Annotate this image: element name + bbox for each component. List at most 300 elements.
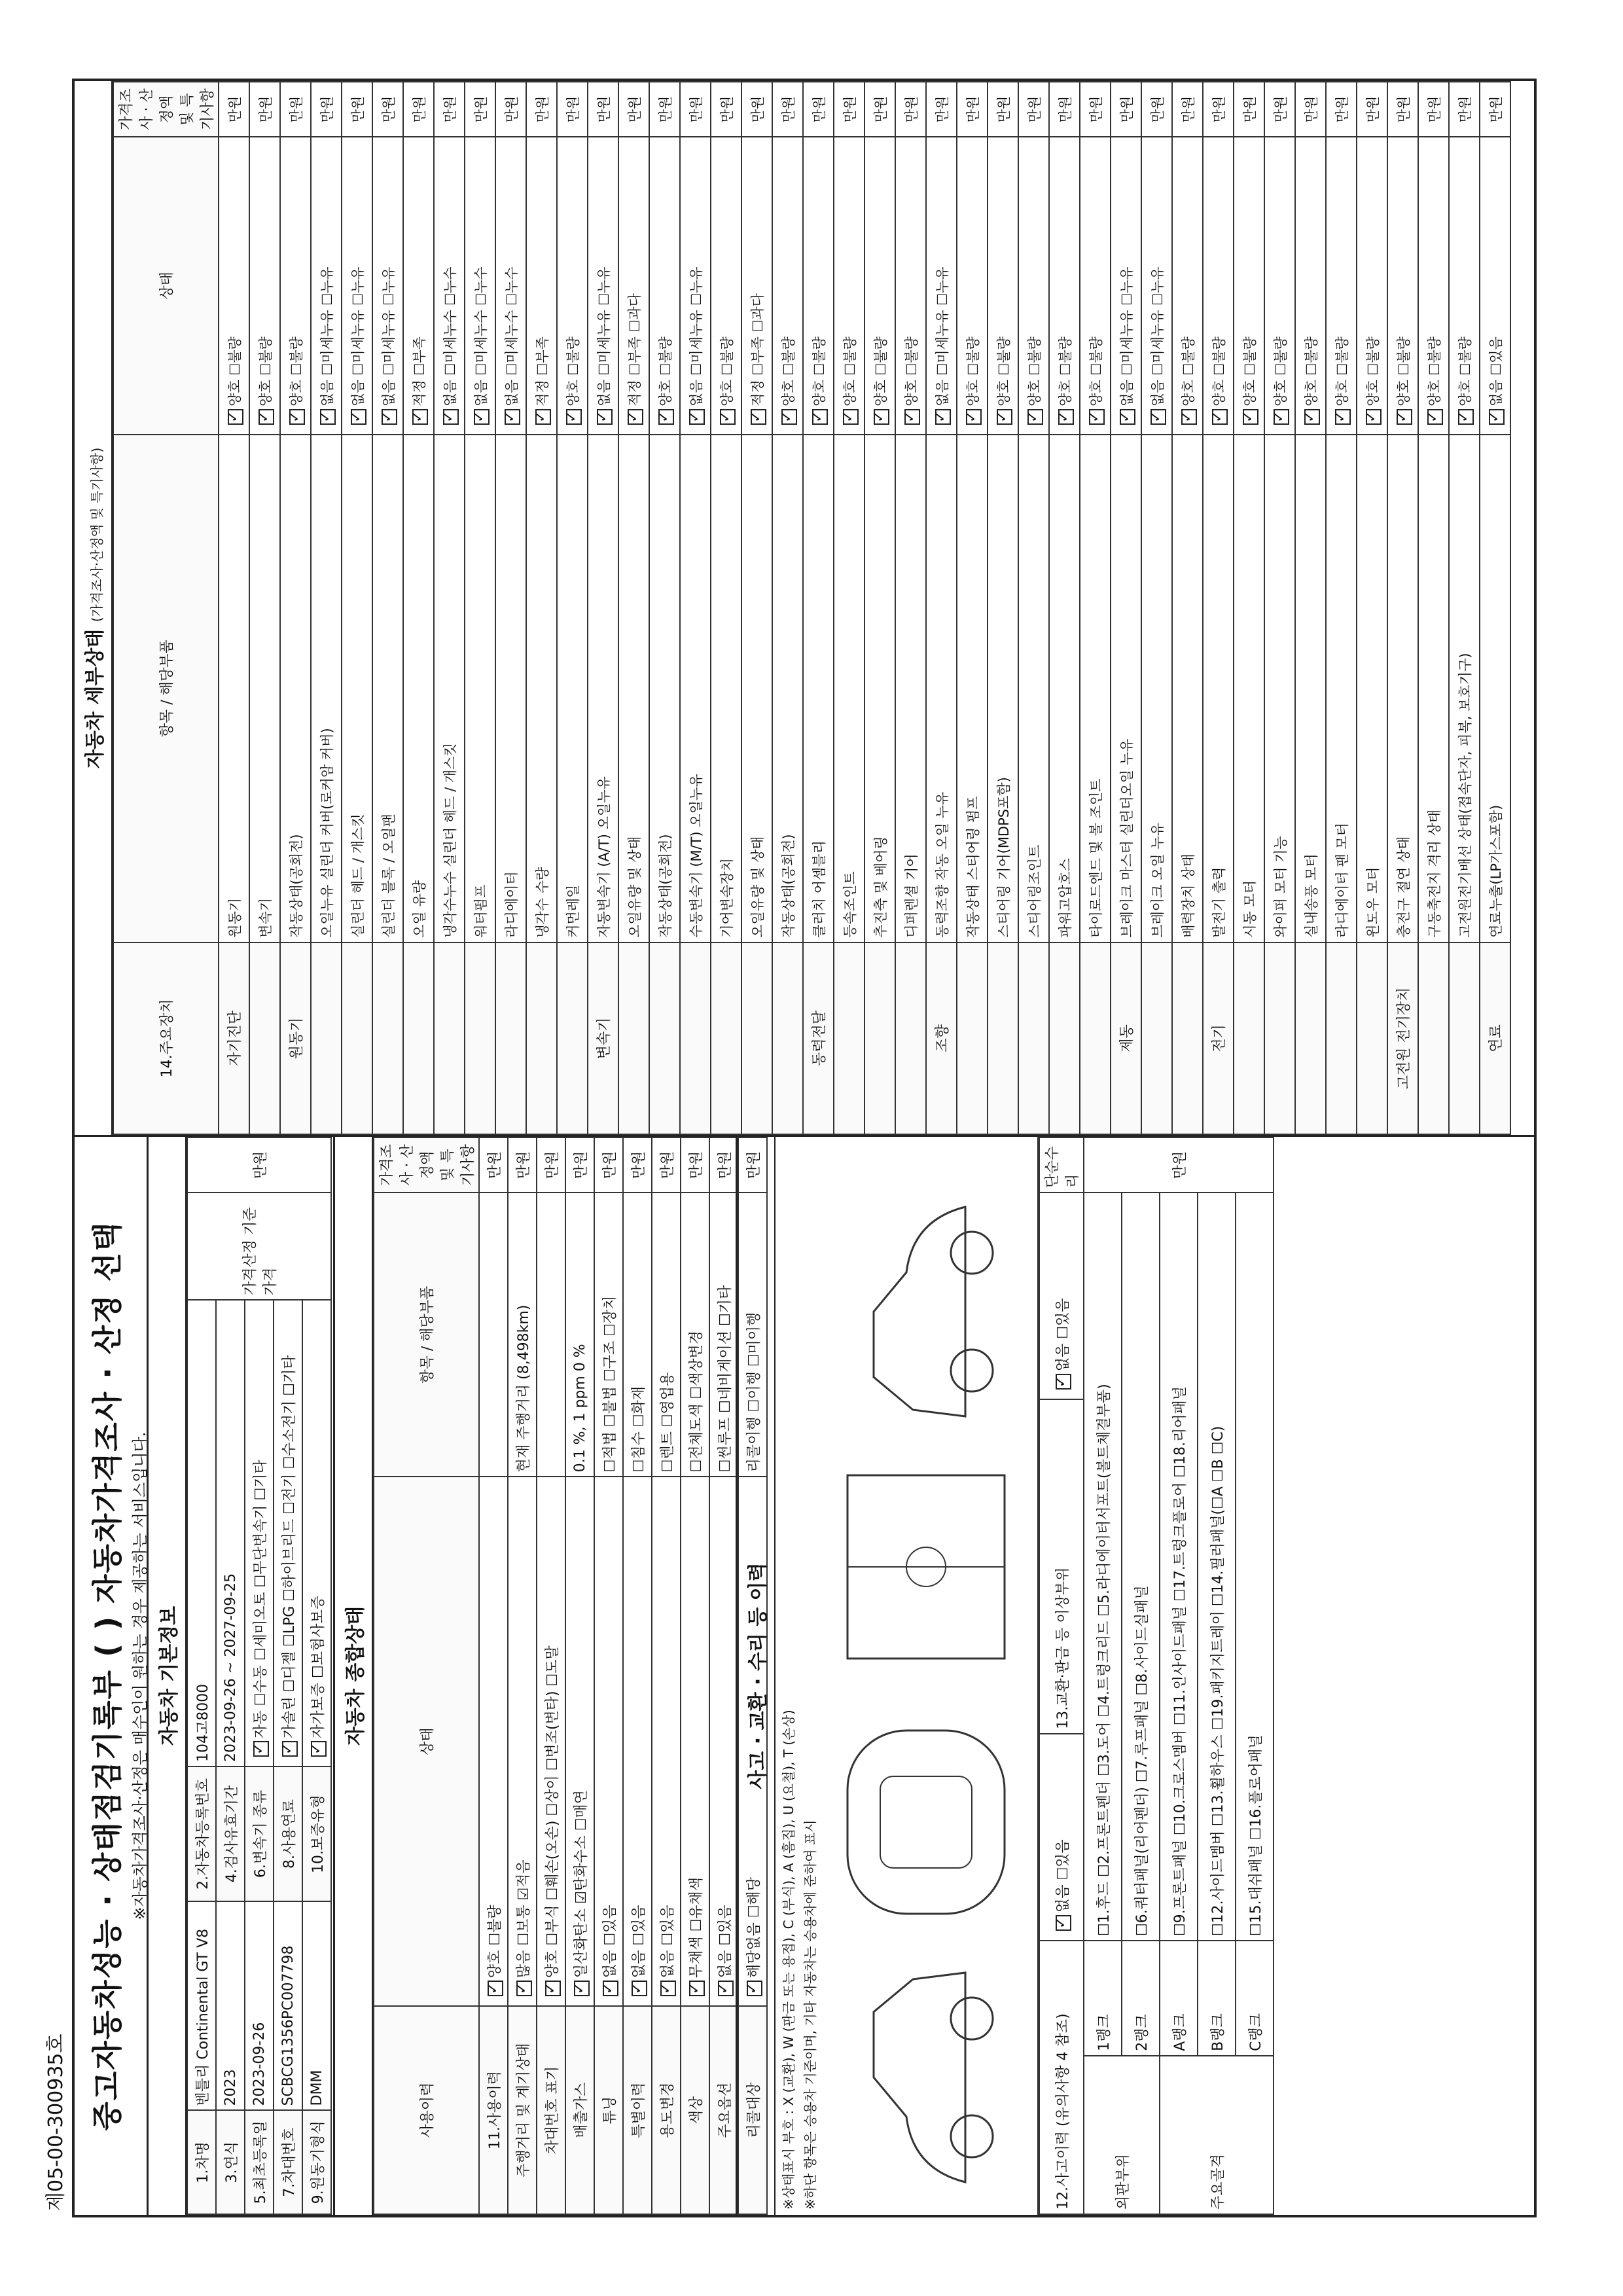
checkbox[interactable] — [966, 409, 982, 425]
detail-state — [588, 137, 618, 435]
checkbox[interactable] — [311, 1741, 327, 1757]
detail-unit: 만원 — [1080, 82, 1111, 137]
car-left-side-diagram — [834, 1960, 1018, 2195]
detail-state — [1264, 137, 1295, 435]
checkbox[interactable] — [720, 409, 736, 425]
detail-item-name: 워터펌프 — [473, 884, 489, 938]
detail-state-text: 없음 ☐미세누수 ☐누수 — [442, 266, 458, 406]
checkbox[interactable] — [603, 1981, 618, 1996]
basic-info-title: 자동차 기본정보 — [149, 1137, 187, 2215]
overall-unit: 만원 — [565, 1138, 594, 1193]
checkbox[interactable] — [253, 1741, 269, 1757]
basic-value: SCBCG1356PC007798 — [274, 1901, 302, 2110]
detail-group — [434, 942, 465, 1134]
detail-state — [1449, 137, 1480, 435]
detail-row — [803, 82, 834, 1134]
detail-group — [495, 942, 526, 1134]
detail-state-text: 양호 ☐불량 — [257, 336, 274, 406]
overall-unit: 만원 — [537, 1138, 565, 1193]
detail-item-name: 윈도우 모터 — [1364, 867, 1381, 938]
basic-info-table — [187, 1137, 332, 2215]
detail-item — [1203, 435, 1234, 942]
overall-state-text: 많음 ☐보통 ☑적음 — [515, 1859, 532, 1979]
overall-unit: 만원 — [594, 1138, 623, 1193]
basic-label: 1.차명 — [187, 2111, 216, 2215]
basic-label: 2.자동차등록번호 — [187, 1767, 216, 1901]
repair-label: 13.교환·판금 등 이상부위 — [1039, 1399, 1084, 1734]
detail-group — [741, 942, 772, 1134]
detail-row — [1234, 82, 1264, 1134]
detail-row — [342, 82, 372, 1134]
rank1-label: 1랭크 — [1084, 1941, 1122, 2056]
detail-row — [1172, 82, 1203, 1134]
detail-group — [557, 942, 588, 1134]
detail-item-name: 연료누출(LP가스포함) — [1488, 804, 1504, 938]
detail-group: 변속기 — [588, 942, 618, 1134]
detail-group — [1172, 942, 1203, 1134]
detail-item — [772, 435, 803, 942]
rank1-items: ☐1.후드 ☐2.프론트펜더 ☐3.도어 ☐4.트렁크리드 ☐5.라디에이터서포트(볼트체결부품) — [1084, 1193, 1122, 1941]
detail-unit: 만원 — [803, 82, 834, 137]
overall-state-text: 양호 ☐부식 ☐훼손(오손) ☐상이 ☐변조(변타) ☐도말 — [544, 1645, 561, 1979]
detail-row — [403, 82, 434, 1134]
detail-item-name: 브레이크 오일 누유 — [1149, 823, 1166, 938]
checkbox[interactable] — [597, 409, 613, 425]
rankC-items: ☐15.대쉬패널 ☐16.플로어패널 — [1236, 1193, 1274, 1941]
detail-item-name: 추진축 및 베어링 — [872, 836, 889, 938]
detail-state — [557, 137, 588, 435]
checkbox[interactable] — [904, 409, 920, 425]
detail-unit: 만원 — [1049, 82, 1080, 137]
checkbox[interactable] — [689, 409, 705, 425]
basic-label: 4.검사유효기간 — [216, 1767, 245, 1901]
detail-state-text: 양호 ☐불량 — [657, 336, 673, 406]
detail-item-name: 고전원전기배선 상태(접속단자, 피복, 보호기구) — [1457, 653, 1473, 938]
checkbox[interactable] — [935, 409, 951, 425]
accident-note-2: ※하단 항목은 승용차 기준이며, 기타 자동차는 승용차에 준하여 표시 — [802, 1820, 818, 2210]
detail-row — [1141, 82, 1172, 1134]
checkbox[interactable] — [1150, 409, 1166, 425]
detail-unit: 만원 — [219, 82, 249, 137]
detail-unit: 만원 — [1018, 82, 1049, 137]
detail-state-text: 양호 ☐불량 — [780, 336, 796, 406]
detail-unit: 만원 — [1480, 82, 1510, 137]
detail-state-text: 없음 ☐미세누수 ☐누수 — [503, 266, 520, 406]
accident-note-1: ※상태표시 부호 : X (교환), W (판금 또는 용접), C (부식), A (흠집), U (요철), T (손상) — [781, 1710, 796, 2210]
detail-item — [1326, 435, 1357, 942]
checkbox[interactable] — [574, 1981, 590, 1996]
checkbox[interactable] — [320, 409, 336, 425]
detail-state — [1418, 137, 1449, 435]
detail-item-name: 브레이크 마스터 실린더오일 누유 — [1118, 738, 1135, 938]
checkbox[interactable] — [1304, 409, 1320, 425]
detail-subgroup: 수동변속기 (M/T) — [688, 831, 704, 938]
overall-state-text: 없음 ☐있음 — [601, 1905, 618, 1979]
car-right-side-diagram — [834, 1194, 1018, 1429]
detail-group — [1418, 942, 1449, 1134]
checkbox[interactable] — [1335, 409, 1351, 425]
checkbox[interactable] — [1427, 409, 1443, 425]
detail-state — [711, 137, 741, 435]
overall-title: 자동차 종합상태 — [335, 1137, 373, 2215]
detail-state-text: 양호 ☐불량 — [1241, 336, 1258, 406]
detail-group — [711, 942, 741, 1134]
detail-group — [1264, 942, 1295, 1134]
overall-detail: ☐렌트 ☐영업용 — [652, 1193, 681, 1477]
detail-item-name: 냉각수 수량 — [534, 867, 550, 938]
detail-row — [249, 82, 280, 1134]
checkbox[interactable] — [1058, 409, 1074, 425]
checkbox[interactable] — [781, 409, 797, 425]
detail-item — [1449, 435, 1480, 942]
checkbox[interactable] — [443, 409, 459, 425]
detail-state — [280, 137, 311, 435]
detail-state-text: 없음 ☐미세누유 ☐누유 — [1149, 266, 1166, 406]
detail-state-text: 양호 ☐불량 — [226, 336, 243, 406]
detail-state — [1357, 137, 1387, 435]
detail-row — [495, 82, 526, 1134]
overall-label: 주행거리 및 계기상태 — [508, 2006, 537, 2214]
rank2-items: ☐6.쿼터패널(리어펜더) ☐7.루프패널 ☐8.사이드실패널 — [1122, 1193, 1160, 1941]
document-frame — [45, 79, 1537, 2217]
checkbox[interactable] — [628, 409, 643, 425]
overall-label: 특별이력 — [623, 2006, 652, 2214]
checkbox[interactable] — [516, 1981, 532, 1996]
overall-detail: ☐썬루프 ☐네비게이션 ☐기타 — [709, 1193, 738, 1477]
detail-unit: 만원 — [988, 82, 1018, 137]
checkbox[interactable] — [1458, 409, 1474, 425]
detail-header-cell: 상태 — [113, 137, 219, 435]
checkbox[interactable] — [689, 1981, 705, 1996]
detail-state-text: 양호 ☐불량 — [1026, 336, 1043, 406]
checkbox[interactable] — [997, 409, 1012, 425]
overall-state — [709, 1477, 738, 2006]
accident-history-label: 12.사고이력 (유의사항 4 참조) — [1039, 1941, 1084, 2214]
detail-unit: 만원 — [618, 82, 649, 137]
detail-item-name: 오일유량 및 상태 — [626, 836, 643, 938]
overall-state-text: 없음 ☐있음 — [659, 1905, 676, 1979]
detail-item — [249, 435, 280, 942]
detail-item — [895, 435, 926, 942]
checkbox[interactable] — [535, 409, 551, 425]
overall-state-text: 없음 ☐있음 — [717, 1905, 734, 1979]
detail-unit: 만원 — [834, 82, 865, 137]
accident-unit: 만원 — [1084, 1138, 1274, 1193]
detail-item — [1480, 435, 1510, 942]
detail-item — [1234, 435, 1264, 942]
detail-item-name: 배력장치 상태 — [1180, 853, 1196, 938]
detail-state-text: 양호 ☐불량 — [565, 336, 581, 406]
detail-row — [680, 82, 711, 1134]
detail-subgroup: 작동상태 — [965, 884, 981, 938]
checkbox[interactable] — [718, 1981, 734, 1996]
overall-state — [623, 1477, 652, 2006]
detail-item-name: 스티어링 기어(MDPS포함) — [995, 777, 1012, 938]
detail-group: 동력전달 — [803, 942, 834, 1134]
car-top-view-diagram — [834, 1704, 1018, 1940]
detail-state — [649, 137, 680, 435]
checkbox[interactable] — [658, 409, 674, 425]
detail-row — [526, 82, 557, 1134]
overall-detail: 리콜이행 ☐이행 ☐미이행 — [738, 1193, 767, 1477]
detail-item-name: 실내송풍 모터 — [1303, 853, 1319, 938]
detail-unit: 만원 — [895, 82, 926, 137]
checkbox[interactable] — [843, 409, 859, 425]
overall-label: 차대번호 표기 — [537, 2006, 565, 2214]
overall-label: 11.사용이력 — [479, 2006, 508, 2214]
detail-state — [1172, 137, 1203, 435]
detail-item — [1018, 435, 1049, 942]
detail-group — [1049, 942, 1080, 1134]
checkbox[interactable] — [545, 1981, 561, 1996]
detail-item — [219, 435, 249, 942]
checkbox[interactable] — [660, 1981, 676, 1996]
detail-unit: 만원 — [372, 82, 403, 137]
detail-state-text: 양호 ☐불량 — [842, 336, 858, 406]
rankA-label: A랭크 — [1160, 1941, 1198, 2056]
detail-item-name: 동력조향 작동 오일 누유 — [934, 791, 950, 938]
basic-unit: 만원 — [187, 1138, 331, 1193]
overall-header-cell: 항목 / 해당부품 — [374, 1193, 479, 1477]
detail-state-text: 양호 ☐불량 — [965, 336, 981, 406]
detail-unit: 만원 — [1141, 82, 1172, 137]
checkbox[interactable] — [1397, 409, 1412, 425]
checkbox[interactable] — [1181, 409, 1197, 425]
checkbox[interactable] — [259, 409, 274, 425]
detail-group — [680, 942, 711, 1134]
overall-unit: 만원 — [709, 1138, 738, 1193]
detail-row — [588, 82, 618, 1134]
checkbox[interactable] — [751, 409, 766, 425]
detail-item-name: 충전구 절연 상태 — [1395, 836, 1412, 938]
detail-item — [834, 435, 865, 942]
detail-item — [618, 435, 649, 942]
accident-section — [736, 1137, 1274, 2215]
detail-item-name: 발전기 출력 — [1211, 867, 1227, 938]
detail-row — [1326, 82, 1357, 1134]
checkbox[interactable] — [812, 409, 828, 425]
detail-state — [372, 137, 403, 435]
basic-value — [245, 1300, 274, 1767]
checkbox[interactable] — [1489, 409, 1505, 425]
detail-state-text: 양호 ☐불량 — [811, 336, 827, 406]
overall-label: 튜닝 — [594, 2006, 623, 2214]
checkbox[interactable] — [351, 409, 366, 425]
detail-item — [649, 435, 680, 942]
detail-item — [588, 435, 618, 942]
document-header — [75, 1137, 147, 2215]
detail-unit: 만원 — [1357, 82, 1387, 137]
basic-value — [274, 1300, 302, 1767]
overall-row — [652, 1138, 681, 2214]
overall-section — [333, 1137, 768, 2215]
checkbox[interactable] — [1056, 1915, 1071, 1931]
checkbox[interactable] — [1089, 409, 1105, 425]
overall-state — [681, 1477, 709, 2006]
detail-unit: 만원 — [434, 82, 465, 137]
checkbox[interactable] — [1212, 409, 1228, 425]
checkbox[interactable] — [382, 409, 397, 425]
overall-header-cell: 상태 — [374, 1477, 479, 2006]
detail-item-name: 오일누유 — [596, 776, 612, 830]
checkbox[interactable] — [1366, 409, 1382, 425]
detail-unit: 만원 — [1111, 82, 1141, 137]
detail-item-name: 등속조인트 — [842, 871, 858, 938]
detail-row — [280, 82, 311, 1134]
checkbox[interactable] — [505, 409, 520, 425]
overall-state-text: 해당없음 ☐해당 — [745, 1876, 762, 1979]
detail-item — [1172, 435, 1203, 942]
detail-state-text: 없음 ☐미세누유 ☐누유 — [319, 266, 335, 406]
detail-item — [957, 435, 988, 942]
checkbox[interactable] — [1027, 409, 1043, 425]
detail-subgroup: 오일누유 — [319, 884, 335, 938]
detail-row — [711, 82, 741, 1134]
overall-state — [652, 1477, 681, 2006]
basic-value: 벤틀리 Continental GT V8 — [187, 1901, 216, 2110]
overall-label: 주요옵션 — [709, 2006, 738, 2214]
detail-row — [957, 82, 988, 1134]
checkbox[interactable] — [566, 409, 582, 425]
overall-detail — [537, 1193, 565, 1477]
detail-group: 자기진단 — [219, 942, 249, 1134]
detail-unit: 만원 — [711, 82, 741, 137]
checkbox[interactable] — [282, 1741, 298, 1757]
detail-state — [865, 137, 895, 435]
checkbox[interactable] — [632, 1981, 647, 1996]
checkbox[interactable] — [1274, 409, 1289, 425]
detail-state — [1141, 137, 1172, 435]
checkbox[interactable] — [289, 409, 305, 425]
detail-item-name: 변속기 — [257, 897, 274, 938]
checkbox[interactable] — [1120, 409, 1135, 425]
overall-state-text: 일산화탄소 ☑탄화수소 ☐매연 — [573, 1789, 590, 1979]
detail-unit: 만원 — [741, 82, 772, 137]
detail-state — [772, 137, 803, 435]
detail-state — [1326, 137, 1357, 435]
left-column — [45, 1135, 1534, 2215]
detail-unit: 만원 — [1295, 82, 1326, 137]
basic-label: 10.보증유형 — [302, 1767, 331, 1901]
detail-row — [895, 82, 926, 1134]
overall-row — [508, 1138, 537, 2214]
detail-group — [895, 942, 926, 1134]
detail-group — [249, 942, 280, 1134]
overall-state-text: 무채색 ☐유채색 — [688, 1876, 705, 1979]
detail-group — [372, 942, 403, 1134]
detail-item — [465, 435, 495, 942]
detail-item — [1295, 435, 1326, 942]
detail-state-text: 없음 ☐미세누유 ☐누유 — [934, 266, 950, 406]
overall-table — [373, 1137, 768, 2215]
detail-item-name: 오일 유량 — [411, 880, 427, 938]
detail-group — [1357, 942, 1387, 1134]
detail-state-text: 적정 ☐부족 — [534, 336, 550, 406]
detail-group — [1141, 942, 1172, 1134]
detail-section — [75, 81, 1511, 1135]
checkbox[interactable] — [228, 409, 243, 425]
detail-state-text: 양호 ☐불량 — [995, 336, 1012, 406]
detail-item-name: 실린더 헤드 / 개스킷 — [442, 743, 458, 867]
detail-item-name: 작동상태(공회전) — [657, 834, 673, 938]
checkbox[interactable] — [474, 409, 490, 425]
checkbox[interactable] — [1243, 409, 1258, 425]
rankB-items: ☐12.사이드멤버 ☐13.휠하우스 ☐19.패키지트레이 ☐14.필러패널(☐A ☐B ☐C) — [1198, 1193, 1236, 1941]
overall-unit: 만원 — [652, 1138, 681, 1193]
detail-item — [803, 435, 834, 942]
detail-state — [342, 137, 372, 435]
detail-unit: 만원 — [403, 82, 434, 137]
detail-unit: 만원 — [1387, 82, 1418, 137]
basic-value-text: 자가보증 ☐보험사보증 — [310, 1595, 327, 1738]
detail-item — [280, 435, 311, 942]
detail-item — [1264, 435, 1295, 942]
detail-state — [526, 137, 557, 435]
detail-unit: 만원 — [926, 82, 957, 137]
detail-row — [741, 82, 772, 1134]
detail-subgroup: 냉각수누수 — [442, 871, 458, 938]
detail-group — [1295, 942, 1326, 1134]
detail-group: 고전원 전기장치 — [1387, 942, 1418, 1134]
detail-item — [1418, 435, 1449, 942]
checkbox[interactable] — [1056, 1374, 1071, 1390]
detail-state — [926, 137, 957, 435]
detail-row — [219, 82, 249, 1134]
overall-state — [479, 1477, 508, 2006]
basic-label: 6.변속기 종류 — [245, 1767, 274, 1901]
detail-state-text: 적정 ☐부족 ☐과다 — [749, 293, 766, 406]
detail-row — [1480, 82, 1510, 1134]
rankB-label: B랭크 — [1198, 1941, 1236, 2056]
basic-value-text: 가솔린 ☐디젤 ☐LPG ☐하이브리드 ☐전기 ☐수소전기 ☐기타 — [281, 1355, 298, 1738]
overall-unit: 만원 — [738, 1138, 767, 1193]
detail-unit: 만원 — [249, 82, 280, 137]
detail-item-name: 작동상태(공회전) — [288, 834, 304, 938]
overall-label: 용도변경 — [652, 2006, 681, 2214]
checkbox[interactable] — [412, 409, 428, 425]
detail-item-name: 클러치 어셈블리 — [811, 840, 827, 938]
detail-unit: 만원 — [280, 82, 311, 137]
overall-row — [709, 1138, 738, 2214]
detail-row — [649, 82, 680, 1134]
detail-row — [434, 82, 465, 1134]
detail-subgroup: 자동변속기 (A/T) — [596, 834, 612, 938]
detail-unit: 만원 — [957, 82, 988, 137]
detail-item — [342, 435, 372, 942]
detail-group — [1326, 942, 1357, 1134]
detail-unit: 만원 — [465, 82, 495, 137]
detail-state-text: 양호 ☐불량 — [1426, 336, 1442, 406]
service-notice: ※자동차가격조사·산정은 매수인이 원하는 경우 제공하는 서비스입니다. — [131, 1431, 149, 1920]
detail-unit: 만원 — [1234, 82, 1264, 137]
detail-row — [1203, 82, 1234, 1134]
detail-header-cell: 항목 / 해당부품 — [113, 435, 219, 942]
detail-item-name: 스티어링 펌프 — [965, 796, 981, 880]
detail-state — [219, 137, 249, 435]
checkbox[interactable] — [874, 409, 889, 425]
detail-row — [988, 82, 1018, 1134]
detail-state-text: 없음 ☐미세누유 ☐누유 — [688, 266, 704, 406]
detail-item-name: 커먼레일 — [565, 884, 581, 938]
detail-state — [741, 137, 772, 435]
detail-state — [680, 137, 711, 435]
detail-state — [1480, 137, 1510, 435]
checkbox[interactable] — [488, 1981, 503, 1996]
detail-unit: 만원 — [1264, 82, 1295, 137]
overall-header-cell: 사용이력 — [374, 2006, 479, 2214]
detail-state — [403, 137, 434, 435]
detail-state — [895, 137, 926, 435]
